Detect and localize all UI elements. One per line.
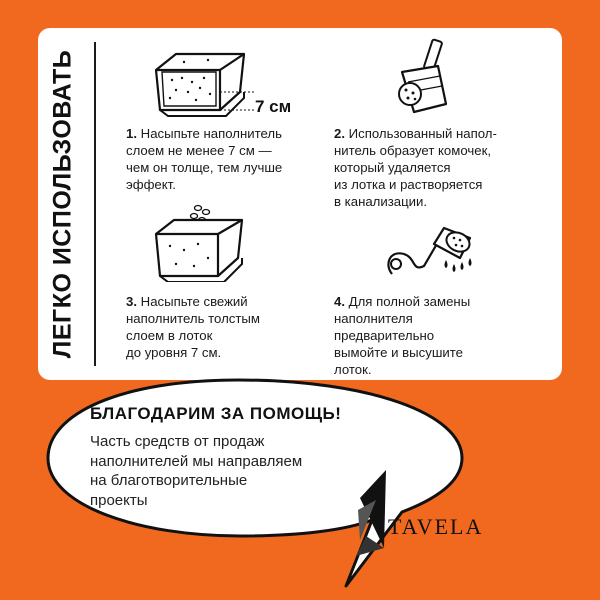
step-4-line-4: вымойте и высушите (334, 345, 464, 360)
step-4-line-2: наполнителя (334, 311, 413, 326)
step-1-line-1: Насыпьте наполнитель (140, 126, 282, 141)
step-2-line-2: нитель образует комочек, (334, 143, 492, 158)
depth-label: 7 см (255, 97, 292, 116)
side-title: ЛЕГКО ИСПОЛЬЗОВАТЬ (48, 49, 77, 359)
step-1-line-4: эффект. (126, 177, 176, 192)
bubble-line-1: Часть средств от продаж (90, 433, 265, 450)
step-4-number: 4. (334, 294, 345, 309)
brand-name: TAVELA (388, 514, 484, 539)
bubble-line-3: на благотворительные (90, 472, 248, 489)
step-1-line-2: слоем не менее 7 см — (126, 143, 272, 158)
bubble-line-2: наполнителей мы направляем (90, 452, 303, 470)
step-3-line-4: до уровня 7 см. (126, 345, 222, 360)
step-1-number: 1. (126, 126, 137, 141)
step-2-line-4: из лотка и растворяется (334, 177, 483, 192)
step-2-line-1: Использованный напол- (348, 126, 497, 141)
step-2-line-3: который удаляется (334, 160, 451, 175)
step-3-line-1: Насыпьте свежий (140, 294, 248, 309)
step-2-line-5: в канализации. (334, 194, 428, 209)
step-2-number: 2. (334, 126, 345, 141)
bubble-line-4: проекты (90, 491, 148, 509)
step-4-line-1: Для полной замены (348, 294, 471, 309)
step-3-line-3: слоем в лоток (126, 328, 213, 343)
step-3-number: 3. (126, 294, 137, 309)
bubble-title: БЛАГОДАРИМ ЗА ПОМОЩЬ! (90, 404, 342, 423)
step-1-line-3: чем он толще, тем лучше (126, 160, 283, 175)
bubble-body (90, 432, 390, 510)
step-4-line-5: лоток. (334, 362, 372, 377)
step-3-line-2: наполнитель толстым (126, 311, 260, 326)
step-4-line-3: предварительно (334, 328, 435, 343)
